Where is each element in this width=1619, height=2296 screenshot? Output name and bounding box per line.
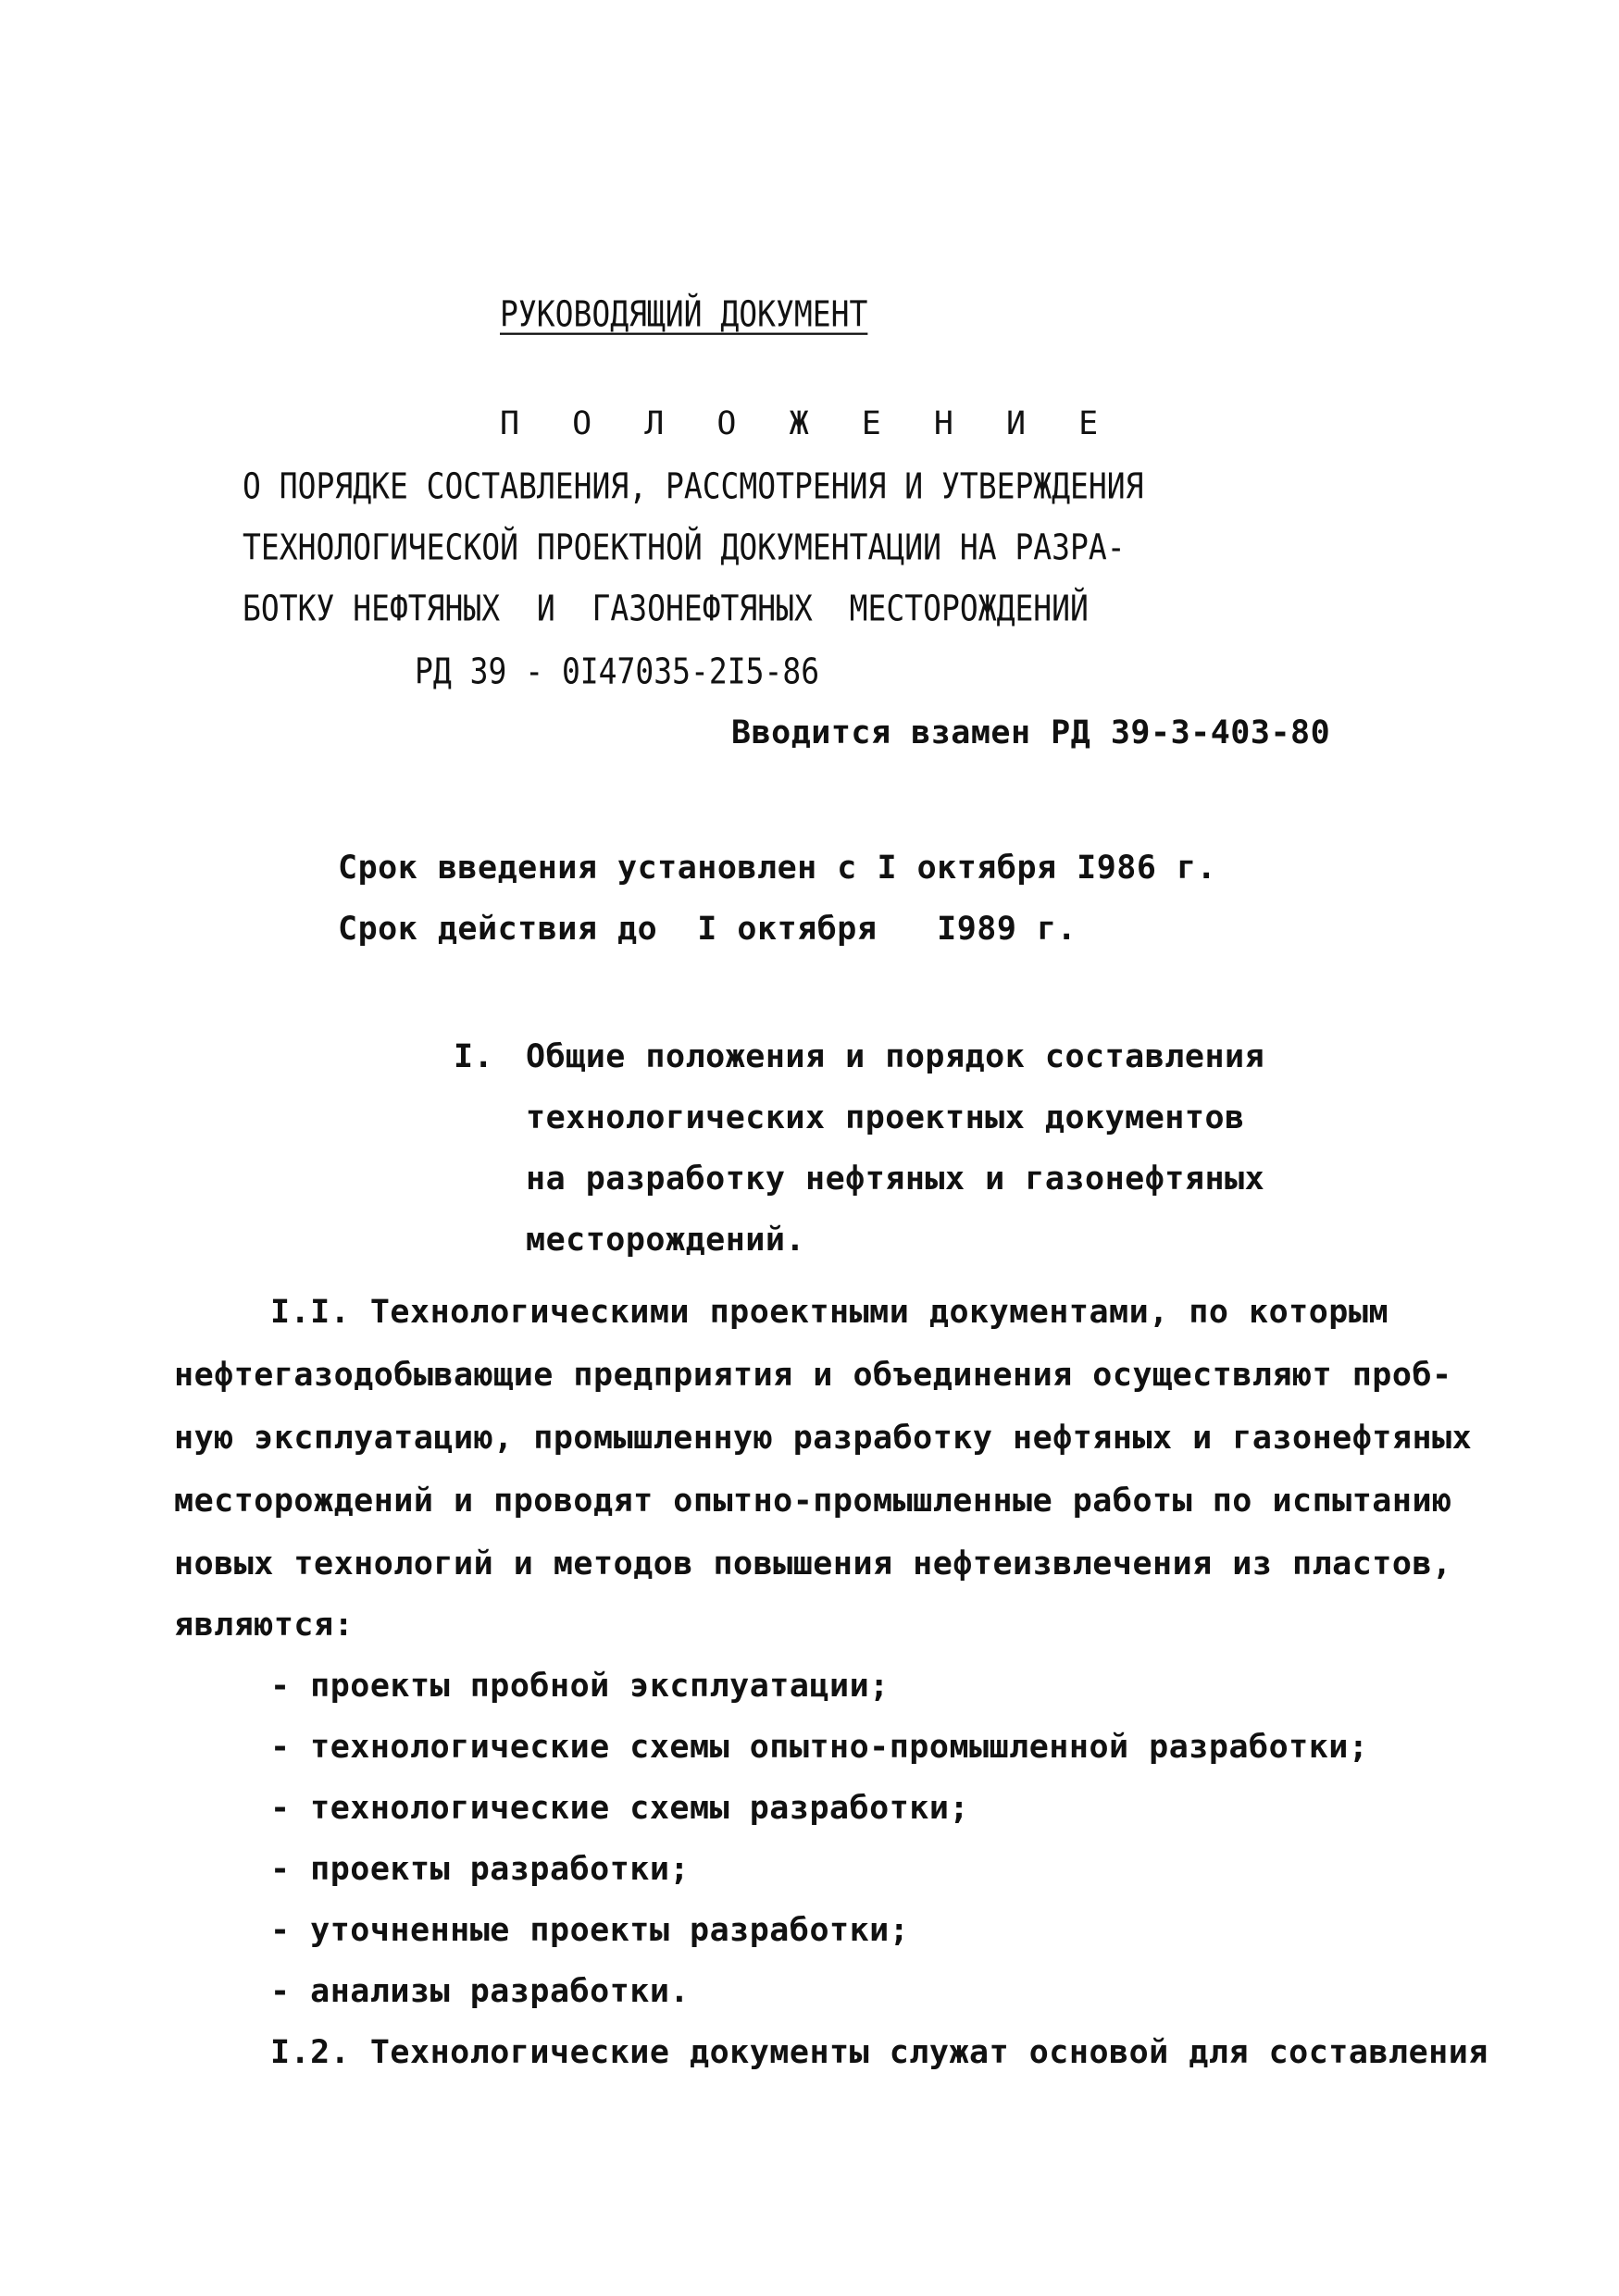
section-title-line: Общие положения и порядок составления xyxy=(526,1038,1265,1075)
document-title: П О Л О Ж Е Н И Е xyxy=(500,405,1115,442)
section-number: I. xyxy=(454,1038,494,1075)
paragraph-1-1-line: месторождений и проводят опытно-промышленные работы по испытанию xyxy=(174,1483,1452,1520)
section-title-line: месторождений. xyxy=(526,1222,806,1259)
subtitle-line: БОТКУ НЕФТЯНЫХ И ГАЗОНЕФТЯНЫХ МЕСТОРОЖДЕНИЙ xyxy=(243,588,1089,629)
subtitle-line: ТЕХНОЛОГИЧЕСКОЙ ПРОЕКТНОЙ ДОКУМЕНТАЦИИ НА РАЗРА- xyxy=(243,527,1126,568)
subtitle-line: О ПОРЯДКЕ СОСТАВЛЕНИЯ, РАССМОТРЕНИЯ И УТВЕРЖДЕНИЯ xyxy=(243,465,1144,507)
document-code: РД 39 - 0I47035-2I5-86 xyxy=(415,651,820,692)
paragraph-1-1-line: ную эксплуатацию, промышленную разработку нефтяных и газонефтяных xyxy=(174,1420,1473,1457)
document-header: РУКОВОДЯЩИЙ ДОКУМЕНТ xyxy=(500,293,868,335)
list-item: - проекты разработки; xyxy=(270,1851,691,1888)
list-item: - проекты пробной эксплуатации; xyxy=(270,1668,890,1705)
paragraph-1-1-line: являются: xyxy=(174,1607,355,1644)
section-title-line: технологических проектных документов xyxy=(526,1099,1245,1136)
paragraph-1-1-line: нефтегазодобывающие предприятия и объединения осуществляют проб- xyxy=(174,1357,1452,1394)
section-title-line: на разработку нефтяных и газонефтяных xyxy=(526,1160,1265,1198)
list-item: - технологические схемы разработки; xyxy=(270,1790,970,1827)
replaces-note: Вводится взамен РД 39-3-403-80 xyxy=(731,714,1331,751)
list-item: - технологические схемы опытно-промышленной разработки; xyxy=(270,1729,1369,1766)
list-item: - уточненные проекты разработки; xyxy=(270,1912,910,1949)
paragraph-1-1-line: новых технологий и методов повышения нефтеизвлечения из пластов, xyxy=(174,1545,1452,1582)
effective-from: Срок введения установлен с I октября I986 г. xyxy=(338,850,1217,887)
paragraph-1-1-line: I.I. Технологическими проектными документами, по которым xyxy=(270,1294,1389,1331)
paragraph-1-2-line: I.2. Технологические документы служат основой для составления xyxy=(270,2034,1488,2071)
valid-until: Срок действия до I октября I989 г. xyxy=(338,911,1077,948)
list-item: - анализы разработки. xyxy=(270,1973,691,2010)
